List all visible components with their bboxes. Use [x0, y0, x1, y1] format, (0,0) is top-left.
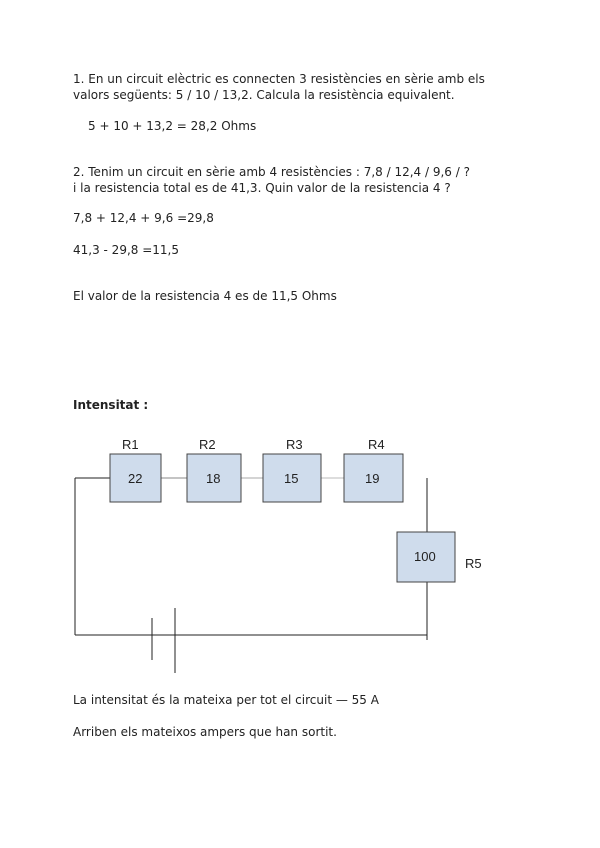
- resistor-r3-label: R3: [286, 437, 303, 452]
- resistor-r1-label: R1: [122, 437, 139, 452]
- resistor-r4-label: R4: [368, 437, 385, 452]
- resistor-r2-label: R2: [199, 437, 216, 452]
- resistor-r5: [397, 532, 482, 582]
- resistor-r4: [344, 437, 403, 502]
- intensitat-note: Arriben els mateixos ampers que han sortit.: [73, 725, 337, 739]
- resistor-r2: [187, 437, 241, 502]
- intensitat-statement: La intensitat és la mateixa per tot el circuit — 55 A: [73, 693, 379, 707]
- resistor-r5-value: 100: [414, 549, 436, 564]
- resistor-r1-value: 22: [128, 471, 143, 486]
- q2-step1: 7,8 + 12,4 + 9,6 =29,8: [73, 211, 214, 225]
- q2-line1: 2. Tenim un circuit en sèrie amb 4 resistències : 7,8 / 12,4 / 9,6 / ?: [73, 165, 470, 179]
- resistor-r2-value: 18: [206, 471, 221, 486]
- q1-line1: 1. En un circuit elèctric es connecten 3 resistències en sèrie amb els: [73, 72, 485, 86]
- resistor-r3-value: 15: [284, 471, 299, 486]
- q2-conclusion: El valor de la resistencia 4 es de 11,5 Ohms: [73, 289, 337, 303]
- q1-answer: 5 + 10 + 13,2 = 28,2 Ohms: [88, 119, 257, 133]
- resistor-r5-label: R5: [465, 556, 482, 571]
- intensitat-heading: Intensitat :: [73, 398, 149, 412]
- resistor-r4-value: 19: [365, 471, 380, 486]
- resistor-r1: [110, 437, 161, 502]
- q2-line2: i la resistencia total es de 41,3. Quin valor de la resistencia 4 ?: [73, 181, 451, 195]
- q1-line2: valors següents: 5 / 10 / 13,2. Calcula la resistència equivalent.: [73, 88, 455, 102]
- battery-symbol: [152, 608, 175, 673]
- q2-step2: 41,3 - 29,8 =11,5: [73, 243, 179, 257]
- resistor-r3: [263, 437, 321, 502]
